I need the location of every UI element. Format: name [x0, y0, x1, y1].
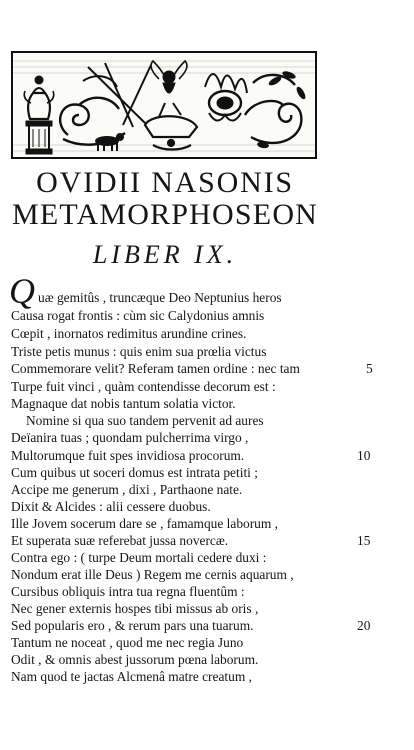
verse-line: Contra ego : ( turpe Deum mortali cedere duxi :: [11, 550, 267, 565]
verse-line: Nomine si qua suo tandem pervenit ad aures: [26, 413, 264, 428]
line-number: 5: [366, 361, 373, 376]
line-number: 20: [357, 618, 371, 633]
verse-line: Cœpit , inornatos redimitus arundine crines.: [11, 326, 247, 341]
verse-line: Ille Jovem socerum dare se , famamque laborum ,: [11, 516, 278, 531]
line-number: 10: [357, 448, 371, 463]
book-heading: LIBER IX.: [92, 240, 238, 269]
verse-line: Odit , & omnis abest jussorum pœna laborum.: [11, 652, 259, 667]
title-author: OVIDII NASONIS: [36, 166, 294, 199]
verse-line: Triste petis munus : quis enim sua prœlia victus: [11, 344, 267, 359]
woodcut-headpiece: [11, 51, 317, 159]
verse-line: Nec gener externis hospes tibi missus ab oris ,: [11, 601, 259, 616]
verse-line: Cursibus obliquis intra tua regna fluentûm :: [11, 584, 245, 599]
verse-line: Nam quod te jactas Alcmenâ matre creatum ,: [11, 669, 252, 684]
verse-line: Commemorare velit? Referam tamen ordine : nec tam: [11, 361, 300, 376]
verse-line: Magnaque dat nobis tantum solatia victor.: [11, 396, 236, 411]
title-work: METAMORPHOSEON: [11, 198, 319, 231]
verse-line: Deïanira tuas ; quondam pulcherrima virgo ,: [11, 430, 249, 445]
verse-line: Nondum erat ille Deus ) Regem me cernis aquarum ,: [11, 567, 294, 582]
verse-line: Causa rogat frontis : cùm sic Calydonius amnis: [11, 308, 265, 323]
line-number: 15: [357, 533, 371, 548]
verse-line: Cum quibus ut soceri domus est intrata petiti ;: [11, 465, 258, 480]
ornament-illustration: [13, 53, 315, 157]
verse-line: Tantum ne noceat , quod me nec regia Juno: [11, 635, 244, 650]
verse-line: Turpe fuit vinci , quàm contendisse decorum est :: [11, 379, 276, 394]
verse-line: Multorumque fuit spes invidiosa procorum.: [11, 448, 245, 463]
verse-line: Accipe me generum , dixi , Parthaone nate.: [11, 482, 243, 497]
verse-line: uæ gemitûs , truncæque Deo Neptunius heros: [38, 290, 282, 305]
verse-line: Dixit & Alcides : alii cessere duobus.: [11, 499, 211, 514]
verse-line: Et superata suæ referebat jussa novercæ.: [11, 533, 229, 548]
verse-line: Sed popularis ero , & rerum pars una tuarum.: [11, 618, 254, 633]
drop-cap: Q: [9, 271, 35, 311]
